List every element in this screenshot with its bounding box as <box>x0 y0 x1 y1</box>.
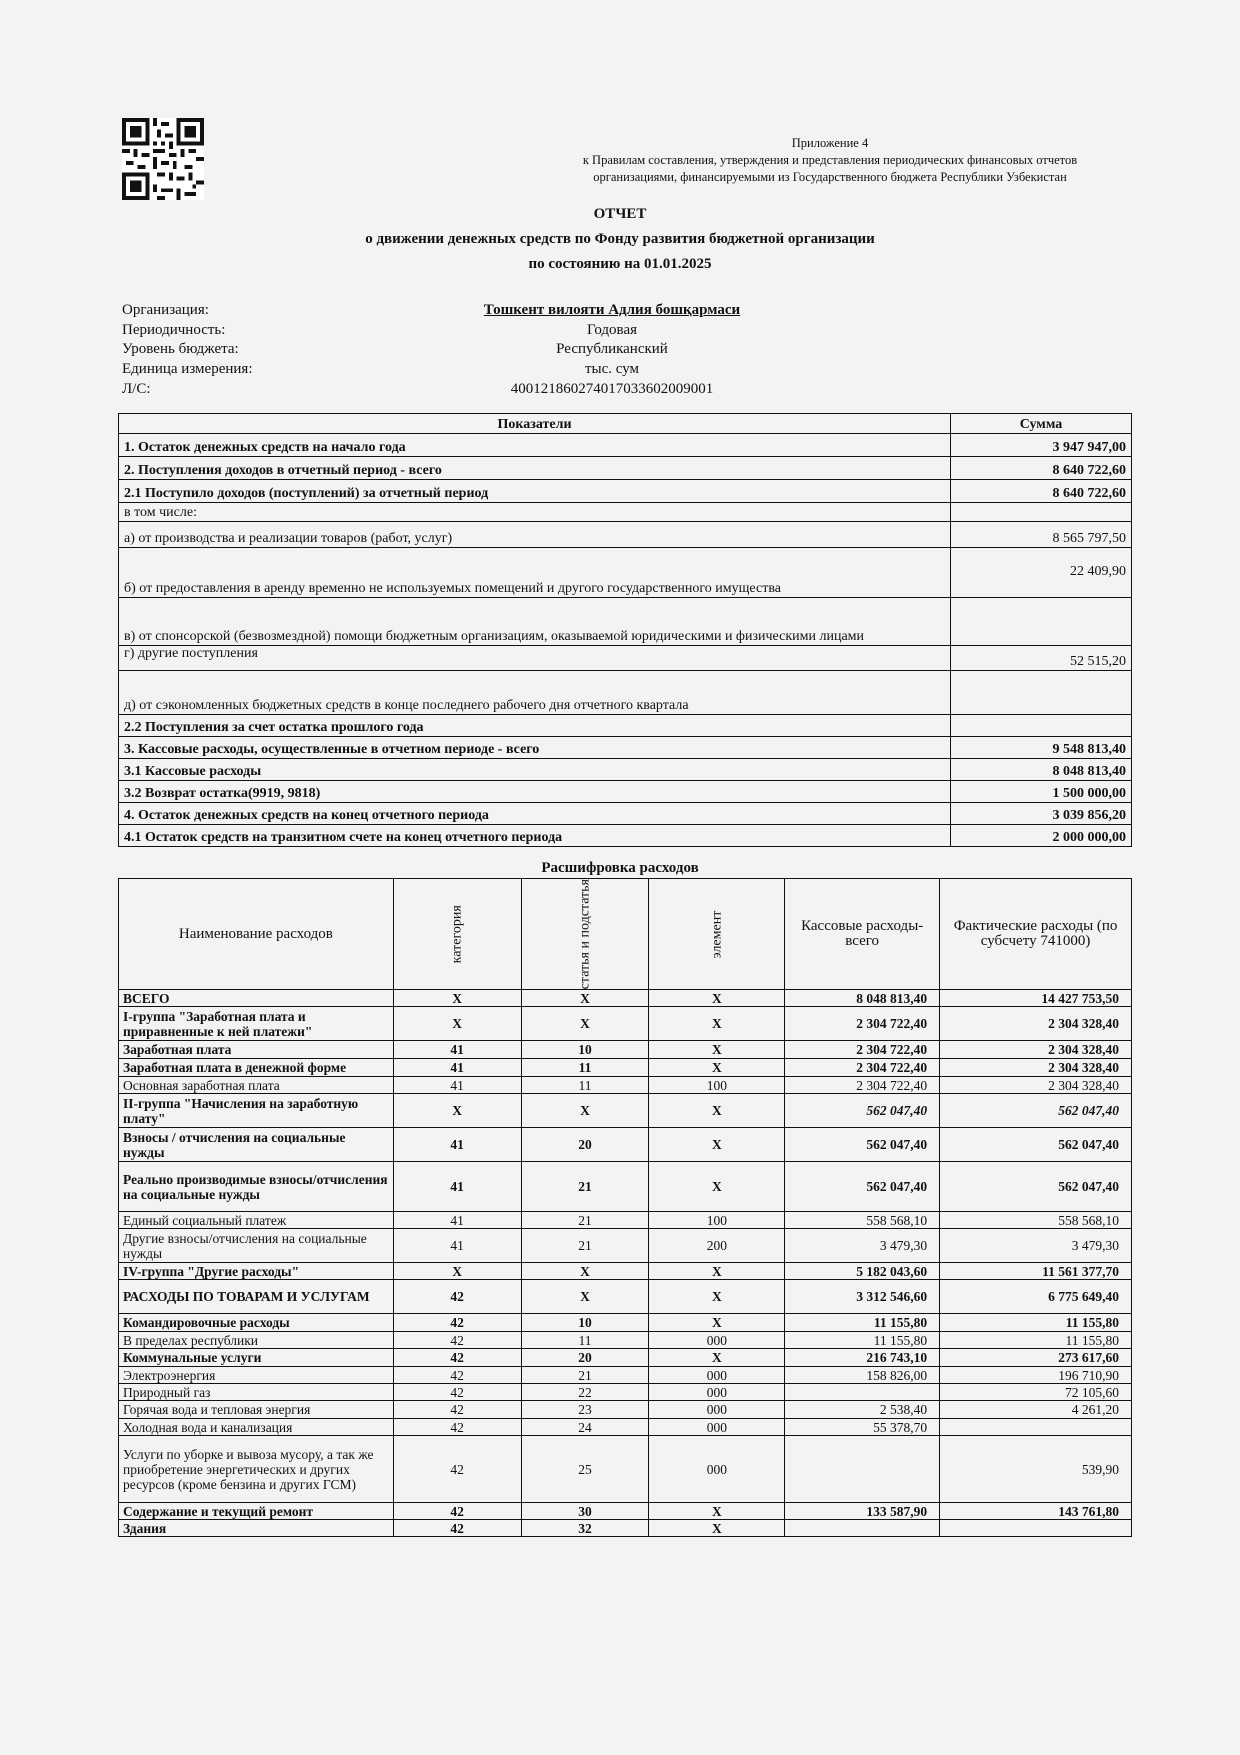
actual-expenses-value: 11 561 377,70 <box>940 1263 1132 1280</box>
breakdown-row <box>119 1503 1132 1520</box>
actual-expenses-value: 562 047,40 <box>940 1162 1132 1212</box>
qr-code <box>122 118 204 200</box>
expense-name: Заработная плата в денежной форме <box>119 1059 394 1077</box>
breakdown-header-row <box>119 879 1132 990</box>
element-code: 000 <box>649 1436 785 1503</box>
actual-expenses-value: 273 617,60 <box>940 1349 1132 1367</box>
summary-row <box>119 434 1132 457</box>
cash-expenses-value: 3 312 546,60 <box>785 1280 940 1314</box>
summary-value: 52 515,20 <box>951 646 1132 671</box>
category-code: 42 <box>393 1419 521 1436</box>
category-code: 41 <box>393 1059 521 1077</box>
expense-name: Реально производимые взносы/отчисления на социальные нужды <box>119 1162 394 1212</box>
article-code: 20 <box>521 1349 649 1367</box>
appendix-note <box>530 135 1130 186</box>
actual-expenses-value: 2 304 328,40 <box>940 1059 1132 1077</box>
col-article: статья и подстатья <box>521 879 649 990</box>
cash-expenses-value: 2 304 722,40 <box>785 1007 940 1041</box>
actual-expenses-value: 196 710,90 <box>940 1367 1132 1384</box>
cash-expenses-value: 5 182 043,60 <box>785 1263 940 1280</box>
element-code: 000 <box>649 1332 785 1349</box>
expense-name: Электроэнергия <box>119 1367 394 1384</box>
summary-value <box>951 671 1132 715</box>
category-code: 41 <box>393 1212 521 1229</box>
col-indicators: Показатели <box>119 414 951 434</box>
expense-name: Содержание и текущий ремонт <box>119 1503 394 1520</box>
category-code: 42 <box>393 1349 521 1367</box>
meta-value: Республиканский <box>556 341 668 358</box>
element-code: 100 <box>649 1212 785 1229</box>
cash-expenses-value: 8 048 813,40 <box>785 990 940 1007</box>
summary-label: 1. Остаток денежных средств на начало года <box>119 434 951 457</box>
expense-name: В пределах республики <box>119 1332 394 1349</box>
expense-name: Холодная вода и канализация <box>119 1419 394 1436</box>
summary-label: 2.2 Поступления за счет остатка прошлого года <box>119 715 951 737</box>
appendix-line2: к Правилам составления, утверждения и представления периодических финансовых отчетов <box>582 153 1078 167</box>
element-code: X <box>649 1520 785 1537</box>
cash-expenses-value: 562 047,40 <box>785 1094 940 1128</box>
breakdown-row <box>119 1401 1132 1419</box>
summary-row <box>119 737 1132 759</box>
article-code: 24 <box>521 1419 649 1436</box>
cash-expenses-value <box>785 1436 940 1503</box>
category-code: 42 <box>393 1280 521 1314</box>
cash-expenses-value: 562 047,40 <box>785 1128 940 1162</box>
summary-row <box>119 548 1132 598</box>
cash-expenses-value: 2 304 722,40 <box>785 1041 940 1059</box>
meta-label: Периодичность: <box>122 321 226 338</box>
expense-name: Услуги по уборке и вывоза мусору, а так же приобретение энергетических и других ресурсов (кроме бензина и других ГСМ) <box>119 1436 394 1503</box>
breakdown-row <box>119 1419 1132 1436</box>
element-code: X <box>649 1349 785 1367</box>
element-code: X <box>649 1059 785 1077</box>
expense-name: I-группа "Заработная плата и приравненные к ней платежи" <box>119 1007 394 1041</box>
element-code: X <box>649 990 785 1007</box>
cash-expenses-value: 2 538,40 <box>785 1401 940 1419</box>
meta-row-budget-level <box>122 340 1132 360</box>
summary-row <box>119 457 1132 480</box>
breakdown-row <box>119 1212 1132 1229</box>
element-code: 000 <box>649 1384 785 1401</box>
summary-value: 1 500 000,00 <box>951 781 1132 803</box>
expense-name: Взносы / отчисления на социальные нужды <box>119 1128 394 1162</box>
article-code: X <box>521 1007 649 1041</box>
meta-row-unit <box>122 360 1132 380</box>
cash-expenses-value <box>785 1384 940 1401</box>
summary-value <box>951 598 1132 646</box>
breakdown-row <box>119 1128 1132 1162</box>
category-code: X <box>393 1094 521 1128</box>
expense-name: Горячая вода и тепловая энергия <box>119 1401 394 1419</box>
expense-name: II-группа "Начисления на заработную плату" <box>119 1094 394 1128</box>
expense-name: Коммунальные услуги <box>119 1349 394 1367</box>
actual-expenses-value: 562 047,40 <box>940 1128 1132 1162</box>
summary-row <box>119 825 1132 847</box>
report-subtitle: о движении денежных средств по Фонду развития бюджетной организации <box>365 231 875 247</box>
category-code: 42 <box>393 1503 521 1520</box>
category-code: 41 <box>393 1229 521 1263</box>
breakdown-title: Расшифровка расходов <box>541 860 699 876</box>
category-code: 42 <box>393 1367 521 1384</box>
breakdown-row <box>119 1314 1132 1332</box>
article-code: 23 <box>521 1401 649 1419</box>
category-code: 42 <box>393 1436 521 1503</box>
cash-expenses-value <box>785 1520 940 1537</box>
breakdown-row <box>119 1007 1132 1041</box>
meta-row-account <box>122 379 1132 399</box>
col-actual-expenses: Фактические расходы (по субсчету 741000) <box>940 879 1132 990</box>
article-code: X <box>521 990 649 1007</box>
cash-expenses-value: 562 047,40 <box>785 1162 940 1212</box>
summary-row <box>119 503 1132 522</box>
summary-value: 3 947 947,00 <box>951 434 1132 457</box>
actual-expenses-value: 143 761,80 <box>940 1503 1132 1520</box>
summary-value: 8 640 722,60 <box>951 457 1132 480</box>
summary-table <box>118 413 1132 847</box>
category-code: 42 <box>393 1401 521 1419</box>
breakdown-row <box>119 1520 1132 1537</box>
article-code: 11 <box>521 1077 649 1094</box>
appendix-line3: организациями, финансируемыми из Государственного бюджета Республики Узбекистан <box>593 170 1067 184</box>
summary-row <box>119 522 1132 548</box>
summary-row <box>119 781 1132 803</box>
element-code: X <box>649 1162 785 1212</box>
summary-value: 3 039 856,20 <box>951 803 1132 825</box>
article-code: 11 <box>521 1059 649 1077</box>
breakdown-row <box>119 1384 1132 1401</box>
col-element: элемент <box>649 879 785 990</box>
breakdown-row <box>119 1280 1132 1314</box>
meta-value: Годовая <box>587 321 637 338</box>
category-code: 41 <box>393 1128 521 1162</box>
summary-row <box>119 715 1132 737</box>
element-code: 000 <box>649 1419 785 1436</box>
cash-expenses-value: 2 304 722,40 <box>785 1077 940 1094</box>
actual-expenses-value: 4 261,20 <box>940 1401 1132 1419</box>
expense-name: ВСЕГО <box>119 990 394 1007</box>
summary-label: 3.2 Возврат остатка(9919, 9818) <box>119 781 951 803</box>
article-code: 32 <box>521 1520 649 1537</box>
article-code: 11 <box>521 1332 649 1349</box>
appendix-line1: Приложение 4 <box>791 136 869 150</box>
cash-expenses-value: 216 743,10 <box>785 1349 940 1367</box>
report-title: ОТЧЕТ <box>593 206 647 222</box>
col-sum: Сумма <box>951 414 1132 434</box>
summary-label: 3. Кассовые расходы, осуществленные в отчетном периоде - всего <box>119 737 951 759</box>
article-code: 10 <box>521 1041 649 1059</box>
breakdown-row <box>119 1162 1132 1212</box>
summary-row <box>119 759 1132 781</box>
summary-value <box>951 715 1132 737</box>
expense-name: Командировочные расходы <box>119 1314 394 1332</box>
element-code: X <box>649 1041 785 1059</box>
cash-expenses-value: 55 378,70 <box>785 1419 940 1436</box>
element-code: X <box>649 1503 785 1520</box>
expense-name: Природный газ <box>119 1384 394 1401</box>
element-code: 100 <box>649 1077 785 1094</box>
summary-label: б) от предоставления в аренду временно не используемых помещений и другого государственного имущества <box>119 548 951 598</box>
cash-expenses-value: 11 155,80 <box>785 1332 940 1349</box>
cash-expenses-value: 3 479,30 <box>785 1229 940 1263</box>
meta-value: 400121860274017033602009001 <box>510 380 714 397</box>
cash-expenses-value: 2 304 722,40 <box>785 1059 940 1077</box>
summary-value: 9 548 813,40 <box>951 737 1132 759</box>
col-category: категория <box>393 879 521 990</box>
summary-value: 2 000 000,00 <box>951 825 1132 847</box>
actual-expenses-value <box>940 1520 1132 1537</box>
actual-expenses-value: 2 304 328,40 <box>940 1077 1132 1094</box>
cash-expenses-value: 158 826,00 <box>785 1367 940 1384</box>
meta-value: тыс. сум <box>584 361 640 378</box>
breakdown-row <box>119 1094 1132 1128</box>
meta-label: Организация: <box>122 302 209 319</box>
category-code: 41 <box>393 1041 521 1059</box>
meta-row-organization <box>122 301 1132 321</box>
element-code: X <box>649 1128 785 1162</box>
category-code: X <box>393 1263 521 1280</box>
expense-name: Единый социальный платеж <box>119 1212 394 1229</box>
expense-name: РАСХОДЫ ПО ТОВАРАМ И УСЛУГАМ <box>119 1280 394 1314</box>
summary-value: 8 565 797,50 <box>951 522 1132 548</box>
col-expense-name: Наименование расходов <box>119 879 394 990</box>
expense-name: Другие взносы/отчисления на социальные нужды <box>119 1229 394 1263</box>
breakdown-row <box>119 1263 1132 1280</box>
breakdown-row <box>119 1332 1132 1349</box>
article-code: 21 <box>521 1212 649 1229</box>
actual-expenses-value: 2 304 328,40 <box>940 1007 1132 1041</box>
summary-value: 8 048 813,40 <box>951 759 1132 781</box>
breakdown-row <box>119 1077 1132 1094</box>
summary-value <box>951 503 1132 522</box>
actual-expenses-value: 3 479,30 <box>940 1229 1132 1263</box>
element-code: X <box>649 1007 785 1041</box>
element-code: 000 <box>649 1367 785 1384</box>
summary-value: 22 409,90 <box>951 548 1132 598</box>
actual-expenses-value: 11 155,80 <box>940 1332 1132 1349</box>
category-code: 41 <box>393 1077 521 1094</box>
breakdown-row <box>119 1367 1132 1384</box>
element-code: X <box>649 1280 785 1314</box>
summary-label: а) от производства и реализации товаров (работ, услуг) <box>119 522 951 548</box>
element-code: X <box>649 1094 785 1128</box>
summary-label: 2. Поступления доходов в отчетный период - всего <box>119 457 951 480</box>
category-code: 42 <box>393 1384 521 1401</box>
cash-expenses-value: 11 155,80 <box>785 1314 940 1332</box>
article-code: 10 <box>521 1314 649 1332</box>
element-code: 000 <box>649 1401 785 1419</box>
category-code: 42 <box>393 1314 521 1332</box>
summary-label: в том числе: <box>119 503 951 522</box>
summary-label: в) от спонсорской (безвозмездной) помощи бюджетным организациям, оказываемой юридическими и физическими лицами <box>119 598 951 646</box>
breakdown-row <box>119 1059 1132 1077</box>
article-code: X <box>521 1280 649 1314</box>
summary-row <box>119 803 1132 825</box>
expense-name: Основная заработная плата <box>119 1077 394 1094</box>
breakdown-row <box>119 990 1132 1007</box>
expense-name: IV-группа "Другие расходы" <box>119 1263 394 1280</box>
meta-value: Тошкент вилояти Адлия бошқармаси <box>483 302 741 319</box>
meta-row-periodicity <box>122 321 1132 341</box>
summary-row <box>119 480 1132 503</box>
actual-expenses-value: 72 105,60 <box>940 1384 1132 1401</box>
actual-expenses-value: 11 155,80 <box>940 1314 1132 1332</box>
cash-expenses-value: 133 587,90 <box>785 1503 940 1520</box>
category-code: 42 <box>393 1332 521 1349</box>
article-code: X <box>521 1094 649 1128</box>
summary-row <box>119 671 1132 715</box>
article-code: 25 <box>521 1436 649 1503</box>
article-code: 22 <box>521 1384 649 1401</box>
summary-label: д) от сэкономленных бюджетных средств в конце последнего рабочего дня отчетного квартала <box>119 671 951 715</box>
element-code: 200 <box>649 1229 785 1263</box>
element-code: X <box>649 1263 785 1280</box>
category-code: X <box>393 1007 521 1041</box>
actual-expenses-value: 562 047,40 <box>940 1094 1132 1128</box>
article-code: 21 <box>521 1229 649 1263</box>
summary-label: 4.1 Остаток средств на транзитном счете на конец отчетного периода <box>119 825 951 847</box>
element-code: X <box>649 1314 785 1332</box>
actual-expenses-value: 14 427 753,50 <box>940 990 1132 1007</box>
summary-label: г) другие поступления <box>119 646 951 671</box>
report-date: по состоянию на 01.01.2025 <box>528 256 712 272</box>
summary-label: 3.1 Кассовые расходы <box>119 759 951 781</box>
expense-name: Здания <box>119 1520 394 1537</box>
article-code: 21 <box>521 1162 649 1212</box>
summary-header-row <box>119 414 1132 434</box>
article-code: X <box>521 1263 649 1280</box>
article-code: 30 <box>521 1503 649 1520</box>
col-cash-expenses: Кассовые расходы-всего <box>785 879 940 990</box>
breakdown-row <box>119 1349 1132 1367</box>
breakdown-row <box>119 1436 1132 1503</box>
actual-expenses-value: 558 568,10 <box>940 1212 1132 1229</box>
category-code: 41 <box>393 1162 521 1212</box>
summary-label: 2.1 Поступило доходов (поступлений) за отчетный период <box>119 480 951 503</box>
report-meta <box>122 301 1132 399</box>
category-code: 42 <box>393 1520 521 1537</box>
meta-label: Единица измерения: <box>122 361 253 378</box>
cash-expenses-value: 558 568,10 <box>785 1212 940 1229</box>
breakdown-table <box>118 878 1132 1537</box>
actual-expenses-value: 6 775 649,40 <box>940 1280 1132 1314</box>
summary-value: 8 640 722,60 <box>951 480 1132 503</box>
breakdown-row <box>119 1229 1132 1263</box>
article-code: 21 <box>521 1367 649 1384</box>
summary-label: 4. Остаток денежных средств на конец отчетного периода <box>119 803 951 825</box>
actual-expenses-value <box>940 1419 1132 1436</box>
actual-expenses-value: 2 304 328,40 <box>940 1041 1132 1059</box>
expense-name: Заработная плата <box>119 1041 394 1059</box>
category-code: X <box>393 990 521 1007</box>
summary-row <box>119 646 1132 671</box>
breakdown-row <box>119 1041 1132 1059</box>
actual-expenses-value: 539,90 <box>940 1436 1132 1503</box>
meta-label: Уровень бюджета: <box>122 341 239 358</box>
meta-label: Л/С: <box>122 380 151 397</box>
article-code: 20 <box>521 1128 649 1162</box>
summary-row <box>119 598 1132 646</box>
